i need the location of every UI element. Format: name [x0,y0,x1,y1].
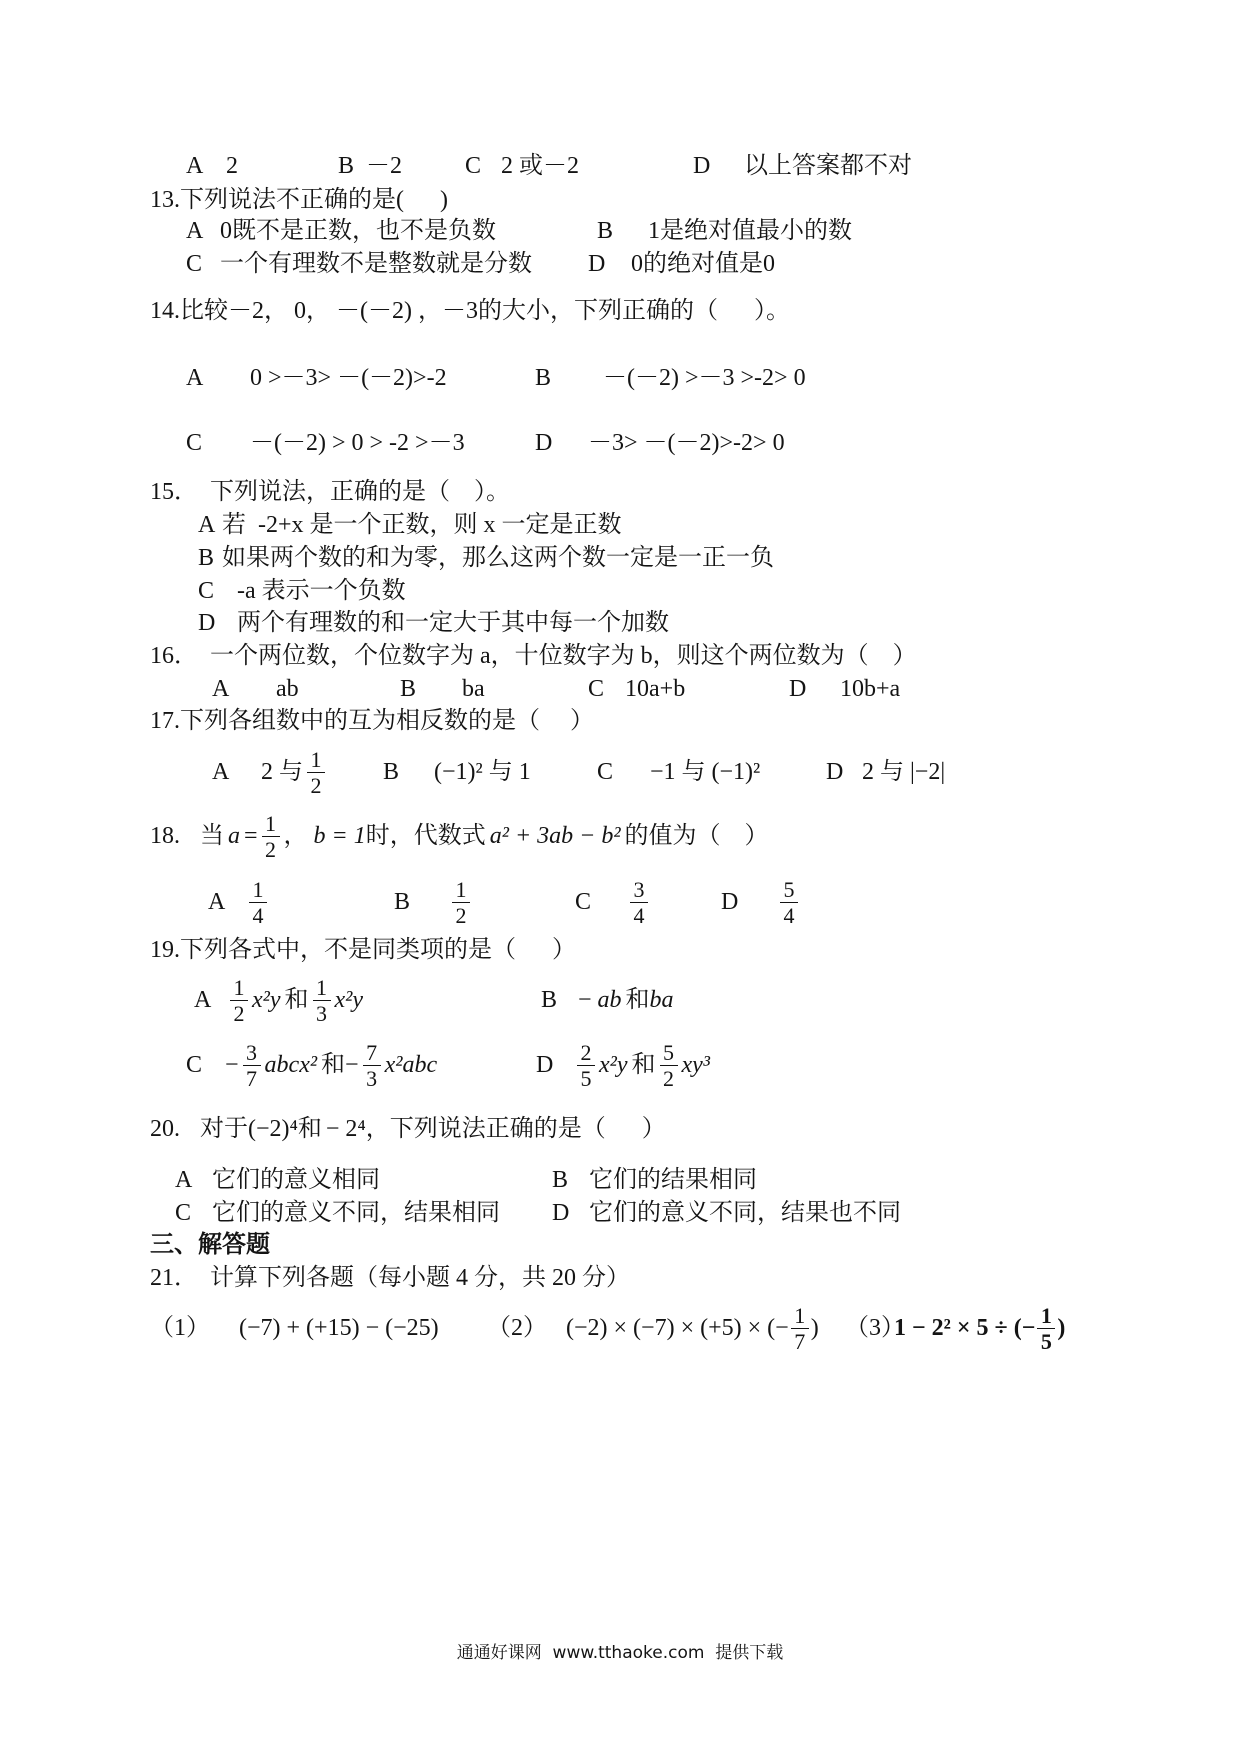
q20-option-c-label: C [175,1200,192,1226]
q21-stem: 21． 计算下列各题（每小题 4 分，共 20 分） [150,1265,630,1291]
q18-mid-text: 时，代数式 [365,823,486,849]
q18-expression: a² + 3ab − b² [489,823,621,849]
q20-expression-1: (−2)⁴ [248,1116,298,1142]
q18-equals: = [244,823,258,849]
q15-option-d-text: 两个有理数的和一定大于其中每一个加数 [237,610,669,636]
q17-options [0,742,1240,802]
q20-option-a-label: A [175,1167,193,1193]
q19-a-join: 和 [284,987,309,1013]
q19-option-a-label: A [194,987,212,1013]
q19-option-b-expr [578,970,674,1030]
fraction-numerator: 1 [452,877,470,903]
q19-d-fraction-1 [577,1040,595,1091]
fraction-denominator: 5 [1040,1328,1052,1354]
q16-option-a-label: A [212,676,230,702]
page-footer: 通通好课网 www.tthaoke.com 提供下载 [456,1643,784,1663]
q21-part-3-body: 1 − 2² × 5 ÷ (− [894,1315,1036,1341]
fraction-denominator: 2 [310,772,322,798]
q14-option-d-text: －3> －(－2)>-2> 0 [588,430,785,456]
q17-option-a-fraction [307,747,325,798]
q12-option-b-text: －2 [366,153,402,179]
q13-option-d-text: 0的绝对值是0 [631,251,775,277]
q21-part-3-expr [894,1298,1065,1358]
q13-option-c-label: C [186,251,203,277]
q20-option-c-text: 它们的意义不同，结果相同 [212,1200,500,1226]
fraction-numerator: 1 [1037,1303,1055,1329]
fraction-denominator: 2 [663,1065,674,1091]
q12-option-d-text: 以上答案都不对 [744,153,912,179]
q21-part-3-label: （3） [845,1315,905,1341]
q18-prefix: 当 [200,823,224,849]
q17-option-b-label: B [383,759,400,785]
fraction-numerator: 7 [363,1040,381,1066]
q19-b-sign: − [578,987,592,1013]
q18-var-a: a [228,823,240,849]
q16-option-b-label: B [400,676,417,702]
q15-option-a-text: 若 -2+x 是一个正数，则 x 一定是正数 [222,512,622,538]
section-heading: 三、解答题 [150,1232,270,1258]
q17-option-a-expr [261,742,329,802]
q18-stem-row [0,806,1240,866]
q14-option-b-text: －(－2) >－3 >-2> 0 [603,365,806,391]
q19-c-fraction-1 [243,1040,261,1091]
q18-option-b-label: B [394,889,411,915]
q18-a-fraction [262,811,280,862]
q14-option-d-label: D [535,430,553,456]
q16-option-c-text: 10a+b [625,676,686,702]
fraction-denominator: 3 [366,1065,378,1091]
q21-part-2-expr [566,1298,819,1358]
q19-b-join: 和 [625,987,650,1013]
q19-options-ab [0,970,1240,1030]
q19-option-c-label: C [186,1052,203,1078]
fraction-numerator: 1 [313,975,331,1001]
q20-expression-2: − 2⁴ [325,1116,366,1142]
q19-option-a-expr [226,970,363,1030]
q16-option-d-text: 10b+a [840,676,901,702]
fraction-numerator: 2 [577,1040,595,1066]
q21-problems [0,1298,1240,1358]
q18-b-value: b = 1 [313,823,366,849]
q18-option-a-label: A [208,889,226,915]
q19-a-term-2: x²y [334,987,363,1013]
q12-option-c-label: C [465,153,482,179]
q17-option-d-text: 2 与 |−2| [862,759,946,785]
q15-option-b-label: B [198,545,215,571]
q21-part-1-label: （1） [150,1315,210,1341]
q18-option-c-label: C [575,889,592,915]
q19-c-join: 和 [321,1052,346,1078]
fraction-denominator: 2 [233,1000,245,1026]
q19-c-term-2: x²abc [384,1052,438,1078]
fraction-denominator: 5 [580,1065,592,1091]
q13-option-b-text: 1是绝对值最小的数 [648,218,852,244]
fraction-denominator: 4 [633,902,645,928]
fraction-numerator: 3 [243,1040,261,1066]
q19-option-c-expr [225,1035,437,1095]
fraction-numerator: 1 [791,1303,809,1329]
q19-option-b-label: B [541,987,558,1013]
q20-number: 20. [150,1116,180,1142]
q16-option-d-label: D [789,676,807,702]
q17-option-a-label: A [212,759,230,785]
q19-c-sign-2: − [345,1052,359,1078]
q14-option-a-label: A [186,365,204,391]
q18-number: 18. [150,823,180,849]
q16-option-c-label: C [588,676,605,702]
q18-comma: ， [283,823,308,849]
q14-stem: 14.比较－2， 0， －(－2) ，－3的大小，下列正确的（ ）。 [150,298,790,324]
q12-option-b-label: B [338,153,355,179]
q17-option-a-prefix: 2 与 [261,759,303,785]
q19-b-term-2: ba [649,987,674,1013]
q19-option-d-expr [573,1035,710,1095]
q19-d-fraction-2 [660,1040,678,1091]
q19-c-sign-1: − [225,1052,239,1078]
fraction-denominator: 7 [794,1328,806,1354]
q15-option-a-label: A [198,512,216,538]
q18-suffix: 的值为（ ） [624,823,769,849]
q16-option-b-text: ba [462,676,485,702]
fraction-denominator: 3 [316,1000,327,1026]
q16-option-a-text: ab [276,676,299,702]
fraction-numerator: 1 [262,811,280,837]
q12-option-c-text: 2 或－2 [501,153,579,179]
q19-d-term-2: xy³ [681,1052,710,1078]
fraction-denominator: 2 [265,836,277,862]
q19-stem: 19.下列各式中，不是同类项的是（ ） [150,937,576,963]
q13-option-c-text: 一个有理数不是整数就是分数 [220,251,532,277]
q17-option-d-label: D [826,759,844,785]
fraction-numerator: 3 [630,877,648,903]
q21-part-3-fraction [1037,1303,1055,1354]
q21-part-2-close: ) [810,1315,819,1341]
q14-option-a-text: 0 >－3> －(－2)>-2 [250,365,447,391]
q15-option-c-label: C [198,578,215,604]
q19-c-fraction-2 [363,1040,381,1091]
q21-part-2-fraction [791,1303,809,1354]
q14-option-b-label: B [535,365,552,391]
q14-options-ab [0,348,1240,408]
q19-d-term-1: x²y [599,1052,628,1078]
q14-stem-row [0,281,1240,341]
q19-d-join: 和 [631,1052,656,1078]
q16-stem: 16． 一个两位数，个位数字为 a，十位数字为 b，则这个两位数为（ ） [150,643,917,669]
q21-part-2-body: (−2) × (−7) × (+5) × (− [566,1315,789,1341]
q20-join: 和 [297,1116,322,1142]
q19-b-term-1: ab [597,987,622,1013]
q18-option-d-label: D [721,889,739,915]
fraction-denominator: 2 [455,902,467,928]
q15-stem: 15． 下列说法，正确的是（ ）。 [150,479,510,505]
fraction-denominator: 4 [252,902,264,928]
fraction-numerator: 1 [307,747,325,773]
fraction-denominator: 7 [246,1065,258,1091]
fraction-numerator: 1 [230,975,248,1001]
q12-option-d-label: D [693,153,711,179]
q20-suffix: ，下列说法正确的是（ ） [365,1116,666,1142]
q12-option-a-label: A [186,153,204,179]
q19-options-cd [0,1035,1240,1095]
fraction-denominator: 4 [783,902,795,928]
q15-option-b-text: 如果两个数的和为零，那么这两个数一定是一正一负 [222,545,774,571]
q13-option-b-label: B [597,218,614,244]
q20-option-b-label: B [552,1167,569,1193]
q14-option-c-text: －(－2) > 0 > -2 >－3 [250,430,465,456]
q17-option-c-text: −1 与 (−1)² [650,759,761,785]
q19-option-d-label: D [536,1052,554,1078]
q13-option-a-label: A [186,218,204,244]
q14-option-c-label: C [186,430,203,456]
q21-part-1-expr: (−7) + (+15) − (−25) [239,1315,439,1341]
q20-option-d-text: 它们的意义不同，结果也不同 [589,1200,901,1226]
q21-part-2-label: （2） [487,1315,547,1341]
q13-option-a-text: 0既不是正数，也不是负数 [220,218,496,244]
q17-option-c-label: C [597,759,614,785]
q21-part-3-close: ) [1057,1315,1066,1341]
q20-prefix: 对于 [200,1116,248,1142]
q13-stem: 13.下列说法不正确的是( ) [150,187,448,213]
q17-stem: 17.下列各组数中的互为相反数的是（ ） [150,708,594,734]
fraction-numerator: 1 [249,877,267,903]
q17-option-b-text: (−1)² 与 1 [434,759,531,785]
q20-option-d-label: D [552,1200,570,1226]
q15-option-d-label: D [198,610,216,636]
q19-a-fraction-2 [313,975,331,1026]
q13-option-d-label: D [588,251,606,277]
q18-stem [150,806,769,866]
q20-option-a-text: 它们的意义相同 [212,1167,380,1193]
fraction-numerator: 5 [660,1040,678,1066]
q19-a-fraction-1 [230,975,248,1026]
q19-a-term-1: x²y [252,987,281,1013]
fraction-numerator: 5 [780,877,798,903]
q15-option-c-text: -a 表示一个负数 [237,578,406,604]
q19-c-term-1: abcx² [264,1052,318,1078]
q12-option-a-text: 2 [226,153,238,179]
q20-option-b-text: 它们的结果相同 [589,1167,757,1193]
